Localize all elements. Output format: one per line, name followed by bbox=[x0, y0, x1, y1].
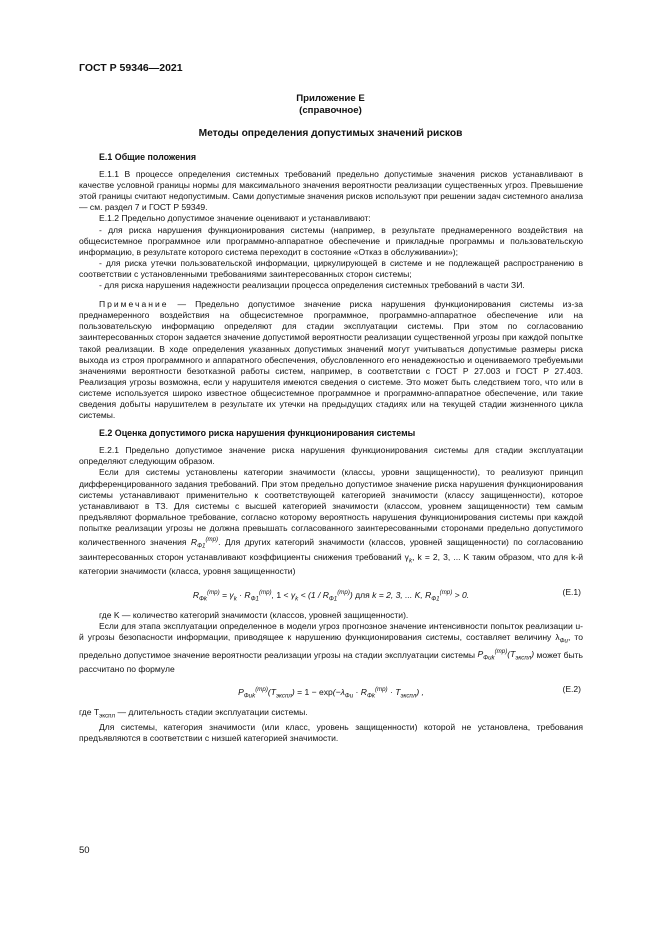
formula-e2-number: (Е.2) bbox=[562, 684, 581, 695]
symbol-r-f1: $R_{Ф1}^{(тр)}$ bbox=[190, 536, 219, 550]
formula-e2-expression: $P_{Фuk}^{(тр)}(T_{экспл}) = 1 - \exp(-\lambda_{Фu} \cdot R_{Фk}^{(тр)} \cdot T_{экспл})$ , bbox=[238, 686, 424, 700]
paragraph: Е.2.1 Предельно допустимое значение риска нарушения функционирования системы для стадии эксплуатации определяют следующим образом. bbox=[79, 445, 583, 467]
paragraph: Для системы, категория значимости (или класс, уровень защищенности) которой не установлена, требования предъявляются в соответствии с низшей категорией значимости. bbox=[79, 722, 583, 744]
page-number: 50 bbox=[79, 845, 90, 856]
formula-e1-number: (Е.1) bbox=[562, 586, 581, 597]
paragraph: Если для системы установлены категории значимости (классы, уровни защищенности), то реализуют принцип дифференцированного задания требований. При этом предельно допустимое значение риска нарушения функционирования системы устанавливают применительно к соответствующей категорией значимости (классу защищенности), которое устанавливают в ТЗ. Для системы с высшей категорией значимости (классом, уровнем защищенности) тем самым предъявляют формальное требование, согласно которому вероятность нарушения функционирования системы при каждой попытке реализации угрозы не должна превышать согласованного заинтересованными сторонами предельно допустимого количественного значения $R_{Ф1}^{(тр)}$. Для других категорий значимости (классов, уровней защищенности) по согласованию заинтересованных сторон устанавливают коэффициенты снижения требований $\gamma_k$, k = 2, 3, ... K таким образом, что для k-й категории значимости (класса, уровня защищенности) bbox=[79, 467, 583, 577]
annex-title: Приложение Е bbox=[296, 93, 365, 104]
formula-e2 bbox=[79, 678, 583, 704]
paragraph: где K — количество категорий значимости (классов, уровней защищенности). bbox=[99, 609, 409, 620]
paragraph: Если для этапа эксплуатации определенное в модели угроз прогнозное значение интенсивности попыток реализации u-й угрозы безопасности информации, приводящее к нарушению функционирования системы, составляет величину $\lambda_{Фu}$, то предельно допустимое значение вероятности реализации угрозы на стадии эксплуатации системы $P_{Фuk}^{(тр)}(T_{экспл})$ может быть рассчитано по формуле bbox=[79, 620, 584, 675]
annex-type: (справочное) bbox=[299, 105, 362, 116]
list-item: - для риска нарушения функционирования системы (например, в результате преднамеренного воздействия на общесистемное программное или программно-аппаратное обеспечение и прикладные программы и пользовательскую информацию, в результате которого система переходит в состояние «Отказ в обслуживании»); bbox=[79, 224, 583, 257]
document-body bbox=[79, 152, 583, 744]
note-text: — Предельно допустимое значение риска нарушения функционирования системы из-за преднамеренного воздействия на общесистемное программное, программно-аппаратное обеспечение или на пользовательскую информацию определяют для стадии эксплуатации системы. При этом по согласованию заинтересованных сторон задается значение допустимой вероятности реализации существенной угрозы при каждой попытке такой реализации. В ходе определения указанных допустимых значений могут учитываться допустимые размеры риска выхода из строя программного и аппаратного обеспечения, обусловленного его ненадежностью и оцениваемого требуемыми значениями вероятности безотказной работы систем, например, в соответствии с ГОСТ Р 27.003 и ГОСТ Р 27.403. Реализация угрозы возможна, если у нарушителя имеются сведения о системе. Это может быть следствием того, что или в системе используется широко известное общесистемное программное и программно-аппаратное обеспечение, или такие сведения добыты нарушителем в результате их утечки на предыдущих стадиях или на текущей стадии жизненного цикла системы. bbox=[79, 299, 583, 421]
paragraph: где $T_{экспл}$ — длительность стадии эксплуатации системы. bbox=[79, 707, 308, 720]
note-label: Примечание bbox=[99, 299, 169, 310]
paragraph: Е.1.2 Предельно допустимое значение оценивают и устанавливают: bbox=[99, 213, 371, 224]
list-item: - для риска нарушения надежности реализации процесса определения системных требований в части ЗИ. bbox=[99, 280, 525, 291]
formula-e1 bbox=[79, 581, 583, 607]
paragraph: Е.1.1 В процессе определения системных требований предельно допустимые значения рисков устанавливают в качестве условной границы нормы для максимального значения вероятности реализации существенных угроз. Превышение этой границы считают недопустимым. Сами допустимые значения рисков используют при решении задач системного анализа — см. раздел 7 и ГОСТ Р 59349. bbox=[79, 169, 583, 213]
section-heading-e1: Е.1 Общие положения bbox=[99, 152, 197, 162]
main-title: Методы определения допустимых значений рисков bbox=[198, 128, 463, 139]
symbol-p-fuk: $P_{Фuk}^{(тр)}(T_{экспл})$ bbox=[477, 648, 535, 663]
list-item: - для риска утечки пользовательской информации, циркулирующей в системе и не подлежащей распространению в соответствии с установленными требованиями заинтересованных сторон системы; bbox=[79, 257, 583, 279]
section-heading-e2: Е.2 Оценка допустимого риска нарушения функционирования системы bbox=[99, 428, 416, 439]
standard-header: ГОСТ Р 59346—2021 bbox=[79, 62, 183, 74]
formula-e1-expression: $R_{Фk}^{(тр)} = \gamma_k \cdot R_{Ф1}^{(тр)}$, $1 < \gamma_k < (1 / R_{Ф1}^{(тр)})$ для k = 2, 3, ... K, $R_{Ф1}^{(тр)} > 0$. bbox=[192, 588, 470, 603]
note bbox=[79, 299, 583, 421]
